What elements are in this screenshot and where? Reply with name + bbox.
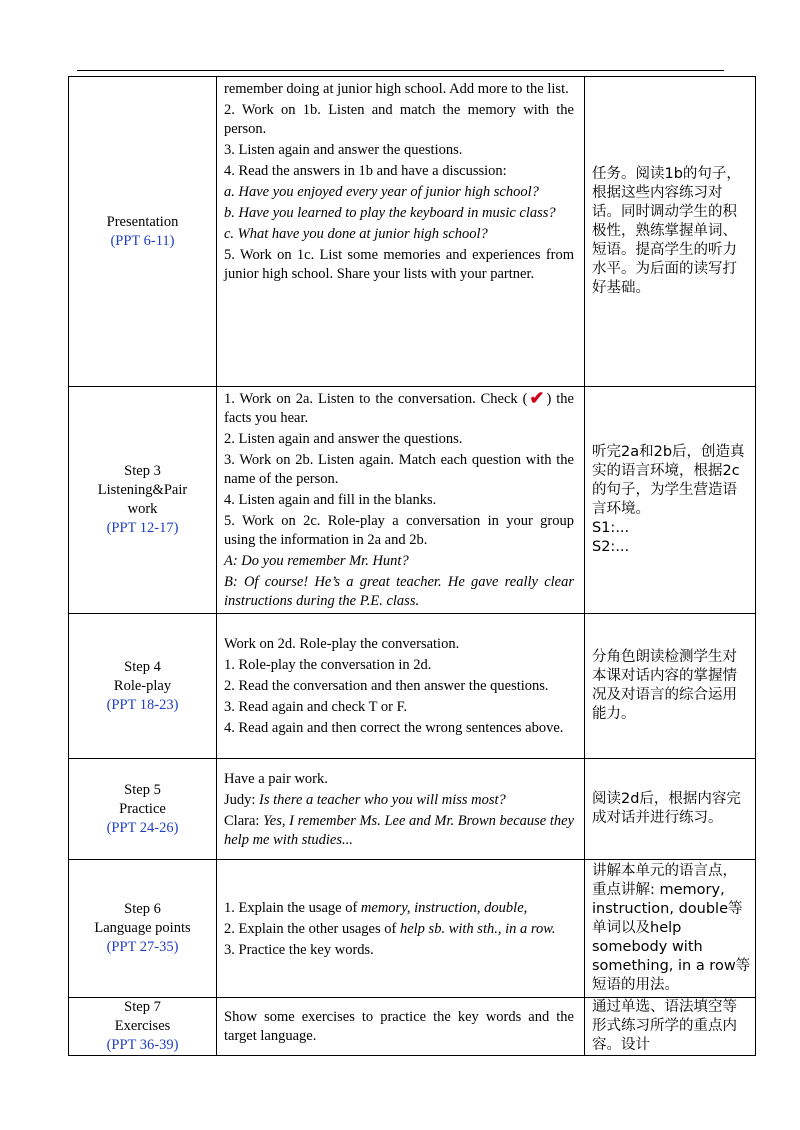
activity-line: Show some exercises to practice the key words and the target language. [224, 1009, 574, 1044]
step-cell [69, 860, 217, 998]
activity-keywords: help sb. with sth., in a row. [399, 920, 556, 937]
discussion-question: a. Have you enjoyed every year of junior high school? [224, 184, 539, 200]
activity-text: 2. Explain the other usages of [224, 920, 397, 937]
sample-dialogue-line: B: Of course! He’s a great teacher. He gave really clear instructions during the P.E. class. [224, 574, 574, 609]
table-row-step-6 [69, 860, 756, 998]
design-note: 通过单选、语法填空等形式练习所学的重点内容。设计 [592, 999, 737, 1053]
step-cell [69, 614, 217, 759]
activity-line: 3. Listen again and answer the questions. [224, 142, 463, 158]
design-note: S2:... [592, 539, 630, 555]
activity-cell [217, 998, 585, 1056]
activity-line: Work on 2d. Role-play the conversation. [224, 636, 460, 652]
step-title: Language points [94, 920, 191, 936]
table-row-step-7 [69, 998, 756, 1056]
table-row-step-4 [69, 614, 756, 759]
activity-line: 4. Listen again and fill in the blanks. [224, 492, 437, 508]
activity-cell [217, 614, 585, 759]
activity-line: 4. Read again and then correct the wrong sentences above. [224, 720, 564, 736]
lesson-plan-table [68, 76, 756, 1056]
discussion-question: b. Have you learned to play the keyboard in music class? [224, 205, 556, 221]
activity-line [224, 920, 574, 939]
activity-line: 2. Listen again and answer the questions. [224, 431, 463, 447]
activity-line [224, 390, 574, 428]
activity-cell [217, 860, 585, 998]
step-label: Step 6 [124, 901, 161, 917]
speaker-line: Yes, I remember Ms. Lee and Mr. Brown because they help me with studies... [224, 812, 574, 848]
design-note: 讲解本单元的语言点，重点讲解: memory, instruction, double等单词以及help somebody with something, in a row等短语的用法。 [592, 863, 751, 993]
ppt-range: (PPT 24-26) [106, 819, 179, 836]
design-note-cell [585, 998, 756, 1056]
activity-line: 3. Practice the key words. [224, 941, 374, 958]
sample-dialogue-line: A: Do you remember Mr. Hunt? [224, 553, 409, 569]
dialogue-line [224, 791, 574, 810]
step-label: Step 3 [124, 463, 161, 479]
activity-line: 2. Read the conversation and then answer the questions. [224, 678, 549, 694]
design-note-cell [585, 387, 756, 614]
activity-line: 2. Work on 1b. Listen and match the memory with the person. [224, 102, 574, 137]
step-title: Practice [119, 800, 166, 817]
step-cell [69, 387, 217, 614]
table-row-step-5 [69, 759, 756, 860]
check-text-before: 1. Work on 2a. Listen to the conversation. Check ( [224, 391, 528, 407]
design-note: S1:... [592, 520, 630, 536]
ppt-range: (PPT 6-11) [110, 232, 175, 249]
table-row-step-3 [69, 387, 756, 614]
design-note: 阅读2d后，根据内容完成对话并进行练习。 [592, 791, 741, 826]
activity-line: 5. Work on 1c. List some memories and experiences from junior high school. Share your lists with your partner. [224, 247, 574, 282]
table-row-presentation [69, 77, 756, 387]
activity-line [224, 899, 574, 918]
activity-line: 5. Work on 2c. Role-play a conversation in your group using the information in 2a and 2b. [224, 513, 574, 548]
activity-line: 4. Read the answers in 1b and have a discussion: [224, 163, 507, 179]
design-note-cell [585, 614, 756, 759]
activity-line: 3. Work on 2b. Listen again. Match each question with the name of the person. [224, 452, 574, 487]
speaker-name: Judy: [224, 791, 256, 808]
activity-line: 3. Read again and check T or F. [224, 699, 408, 715]
dialogue-line [224, 812, 574, 850]
activity-keywords: memory, instruction, double, [360, 899, 528, 916]
activity-cell [217, 77, 585, 387]
design-note: 听完2a和2b后，创造真实的语言环境，根据2c的句子，为学生营造语言环境。 [592, 444, 745, 517]
step-label: Step 4 [124, 658, 161, 675]
check-mark-icon: ✔ [529, 388, 545, 408]
step-title: Role-play [113, 677, 172, 694]
design-note-cell [585, 759, 756, 860]
step-label: Step 7 [124, 999, 161, 1015]
ppt-range: (PPT 36-39) [106, 1037, 179, 1053]
activity-line: Have a pair work. [224, 770, 328, 787]
design-note-cell [585, 860, 756, 998]
activity-cell [217, 387, 585, 614]
step-cell [69, 77, 217, 387]
step-label: Step 5 [124, 781, 161, 798]
step-label: Presentation [106, 213, 179, 230]
speaker-line: Is there a teacher who you will miss most? [259, 791, 506, 808]
speaker-name: Clara: [224, 812, 260, 829]
header-rule [77, 70, 724, 71]
design-note-cell [585, 77, 756, 387]
step-cell [69, 998, 217, 1056]
ppt-range: (PPT 12-17) [106, 520, 179, 536]
activity-line: remember doing at junior high school. Add more to the list. [224, 81, 569, 97]
step-title: Exercises [114, 1018, 171, 1034]
check-text-after: ) the facts you hear. [224, 391, 574, 426]
step-title: Listening&Pair work [97, 482, 188, 517]
activity-cell [217, 759, 585, 860]
design-note: 任务。阅读1b的句子，根据这些内容练习对话。同时调动学生的积极性，熟练掌握单词、短语。提高学生的听力水平。为后面的读写打好基础。 [592, 166, 741, 296]
design-note: 分角色朗读检测学生对本课对话内容的掌握情况及对语言的综合运用能力。 [592, 649, 737, 722]
step-cell [69, 759, 217, 860]
discussion-question: c. What have you done at junior high school? [224, 226, 488, 242]
ppt-range: (PPT 27-35) [106, 939, 179, 955]
ppt-range: (PPT 18-23) [106, 696, 179, 713]
activity-text: 1. Explain the usage of [224, 899, 358, 916]
activity-line: 1. Role-play the conversation in 2d. [224, 657, 432, 673]
